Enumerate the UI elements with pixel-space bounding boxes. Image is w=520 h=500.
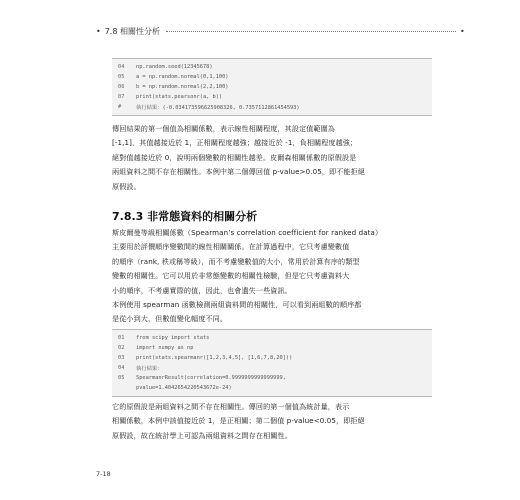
text-line: 兩組資料之間不存在相關性。本例中第二個傳回值 p-value>0.05，即不能拒絕 [112,167,365,177]
code-line: pvalue=1.4042654220543672e-24) [136,385,232,391]
code-block-spearman [112,329,432,397]
code-line: 05 SpearmanrResult(correlation=0.9999999999999999, [118,375,286,381]
code-line: 03 print(stats.spearmanr([1,2,3,4,5], [1,6,7,8,20])) [118,355,293,361]
code-line: 01 from scipy import stats [118,335,210,341]
code-line: 05 a = np.random.normal(0,1,100) [118,74,229,80]
text-line: 小的順序，不考慮實際的值，因此，也會遺失一些資訊。 [112,285,292,295]
text-line: [-1,1]，其值越接近於 1，正相關程度越強；越接近於 -1，負相關程度越強； [112,138,358,148]
text-line: 相關係數，本例中該值接近於 1，是正相關；第二個值 p-value<0.05，即拒絕 [112,416,365,426]
paragraph-pearson-explanation [112,122,434,194]
header-bullet: • [96,27,101,36]
code-line: 04 np.random.seed(12345678) [118,64,213,70]
code-line: # 執行結果：(-0.034173596625908326, 0.7357112861454593) [118,104,300,111]
text-line: 本例使用 spearman 函數檢測兩組資料間的相關性，可以看到兩組數的順序都 [112,300,362,309]
text-line: 傳回結果的第一個值為相關係數，表示線性相關程度，其設定值範圍為 [112,124,336,133]
text-line: 原假設。 [112,181,141,191]
text-line: 主要用於評價順序變數間的線性相關關係。在計算過程中，它只考慮變數值 [112,242,350,252]
page-number: 7-18 [96,470,111,478]
code-block-pearson [112,58,432,116]
code-line: 04 執行結果： [118,365,163,372]
code-line: 02 import numpy as np [118,345,194,351]
text-line: 絕對值越接近於 0，說明兩個變數的相關性越差。皮爾森相關係數的原假設是 [112,152,357,162]
section-title: 7.8.3 非常態資料的相關分析 [112,210,258,223]
paragraph-spearman-conclusion [112,400,434,443]
header-rule [166,31,456,32]
text-line: 變數的相關性。它可以用於非常態變數的相關性檢驗，但是它只考慮資料大 [112,271,350,281]
paragraph-spearman-intro [112,226,434,298]
paragraph-spearman-example [112,298,434,327]
running-header [96,26,465,37]
text-line: 它的原假設是兩組資料之間不存在相關性。傳回的第一個值為統計量，表示 [112,402,350,411]
code-line: 07 print(stats.pearsonr(a, b)) [118,94,223,100]
text-line: 是從小到大，但數值變化幅度不同。 [112,314,228,324]
header-title: 7.8 相關性分析 [104,27,160,36]
code-line: 06 b = np.random.normal(2,2,100) [118,84,229,90]
header-end-bullet: • [459,27,465,36]
text-line: 斯皮爾曼等級相關係數（Spearman’s correlation coefficient for ranked data） [112,228,383,237]
text-line: 原假設，故在統計學上可認為兩組資料之間存在相關性。 [112,430,292,440]
text-line: 的順序（rank, 秩或稱等級），而不考慮變數值的大小，常用於計算有序的類型 [112,256,360,266]
